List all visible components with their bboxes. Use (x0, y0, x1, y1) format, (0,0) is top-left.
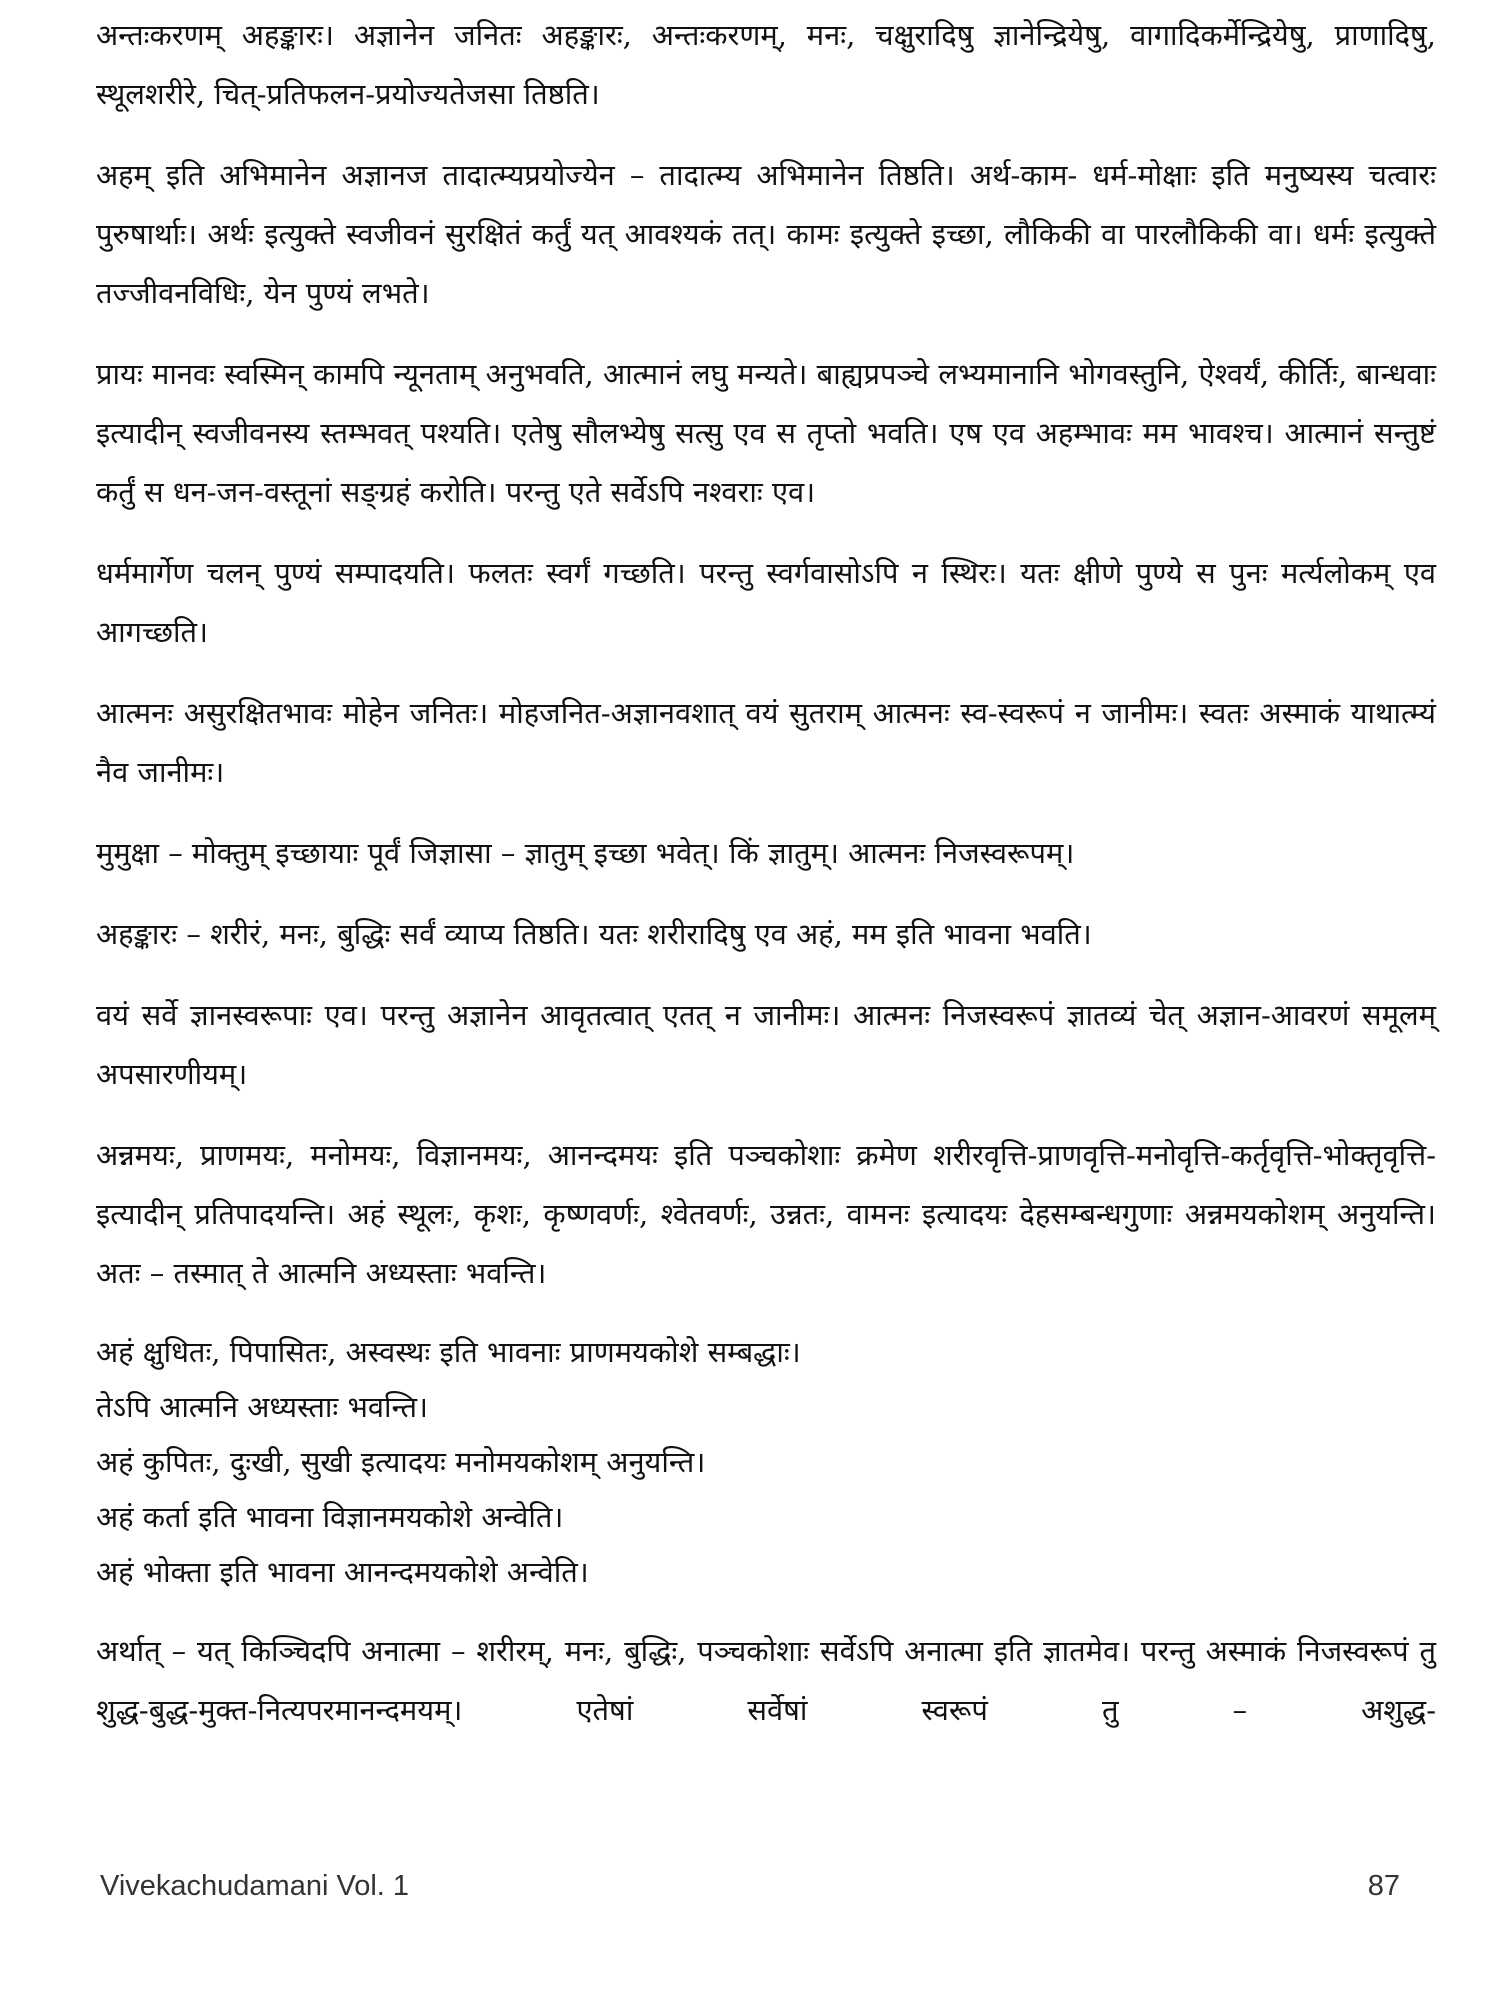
paragraph-5: आत्मनः असुरक्षितभावः मोहेन जनितः। मोहजनित-अज्ञानवशात् वयं सुतराम् आत्मनः स्व-स्वरूपं न जानीमः। स्वतः अस्माकं याथात्म्यं नैव जानीमः। (96, 696, 1436, 789)
paragraph-4: धर्ममार्गेण चलन् पुण्यं सम्पादयति। फलतः स्वर्गं गच्छति। परन्तु स्वर्गवासोऽपि न स्थिरः। यतः क्षीणे पुण्ये स पुनः मर्त्यलोकम् एव आगच्छति। (96, 556, 1436, 649)
line-5: अहं भोक्ता इति भावना आनन्दमयकोशे अन्वेति। (96, 1555, 589, 1589)
line-3: अहं कुपितः, दुःखी, सुखी इत्यादयः मनोमयकोशम् अनुयन्ति। (96, 1445, 706, 1479)
paragraph-2: अहम् इति अभिमानेन अज्ञानज तादात्म्यप्रयोज्येन – तादात्म्य अभिमानेन तिष्ठति। अर्थ-काम- धर्म-मोक्षाः इति मनुष्यस्य चत्वारः पुरुषार्थाः। अर्थः इत्युक्ते स्वजीवनं सुरक्षितं कर्तुं यत् आवश्यकं तत्। कामः इत्युक्ते इच्छा, लौकिकी वा पारलौकिकी वा। धर्मः इत्युक्ते तज्जीवनविधिः, येन पुण्यं लभते। (96, 158, 1436, 310)
paragraph-3: प्रायः मानवः स्वस्मिन् कामपि न्यूनताम् अनुभवति, आत्मानं लघु मन्यते। बाह्यप्रपञ्चे लभ्यमानानि भोगवस्तुनि, ऐश्वर्यं, कीर्तिः, बान्धवाः इत्यादीन् स्वजीवनस्य स्तम्भवत् पश्यति। एतेषु सौलभ्येषु सत्सु एव स तृप्तो भवति। एष एव अहम्भावः मम भावश्च। आत्मानं सन्तुष्टं कर्तुं स धन-जन-वस्तूनां सङ्ग्रहं करोति। परन्तु एते सर्वेऽपि नश्वराः एव। (96, 357, 1436, 509)
paragraph-8: वयं सर्वे ज्ञानस्वरूपाः एव। परन्तु अज्ञानेन आवृतत्वात् एतत् न जानीमः। आत्मनः निजस्वरूपं ज्ञातव्यं चेत् अज्ञान-आवरणं समूलम् अपसारणीयम्। (96, 998, 1436, 1091)
paragraph-7: अहङ्कारः – शरीरं, मनः, बुद्धिः सर्वं व्याप्य तिष्ठति। यतः शरीरादिषु एव अहं, मम इति भावना भवति। (96, 917, 1092, 951)
paragraph-9: अन्नमयः, प्राणमयः, मनोमयः, विज्ञानमयः, आनन्दमयः इति पञ्चकोशाः क्रमेण शरीरवृत्ति-प्राणवृत्ति-मनोवृत्ति-कर्तृवृत्ति-भोक्तृवृत्ति-इत्यादीन् प्रतिपादयन्ति। अहं स्थूलः, कृशः, कृष्णवर्णः, श्वेतवर्णः, उन्नतः, वामनः इत्यादयः देहसम्बन्धगुणाः अन्नमयकोशम् अनुयन्ति। अतः – तस्मात् ते आत्मनि अध्यस्ताः भवन्ति। (96, 1138, 1436, 1290)
paragraph-6: मुमुक्षा – मोक्तुम् इच्छायाः पूर्वं जिज्ञासा – ज्ञातुम् इच्छा भवेत्। किं ज्ञातुम्। आत्मनः निजस्वरूपम्। (96, 836, 1075, 870)
line-2: तेऽपि आत्मनि अध्यस्ताः भवन्ति। (96, 1390, 428, 1424)
page-footer (0, 1870, 1500, 1920)
body-text (96, 6, 1436, 1762)
kosha-lines (96, 1325, 1436, 1600)
paragraph-last: अर्थात् – यत् किञ्चिदपि अनात्मा – शरीरम्, मनः, बुद्धिः, पञ्चकोशाः सर्वेऽपि अनात्मा इति ज्ञातमेव। परन्तु अस्माकं निजस्वरूपं तु शुद्ध-बुद्ध-मुक्त-नित्यपरमानन्दमयम्। एतेषां सर्वेषां स्वरूपं तु – अशुद्ध- (96, 1634, 1436, 1727)
paragraph-1: अन्तःकरणम् अहङ्कारः। अज्ञानेन जनितः अहङ्कारः, अन्तःकरणम्, मनः, चक्षुरादिषु ज्ञानेन्द्रियेषु, वागादिकर्मेन्द्रियेषु, प्राणादिषु, स्थूलशरीरे, चित्-प्रतिफलन-प्रयोज्यतेजसा तिष्ठति। (96, 18, 1436, 111)
page-number: 87 (1367, 1870, 1400, 1902)
line-4: अहं कर्ता इति भावना विज्ञानमयकोशे अन्वेति। (96, 1500, 564, 1534)
line-1: अहं क्षुधितः, पिपासितः, अस्वस्थः इति भावनाः प्राणमयकोशे सम्बद्धाः। (96, 1335, 801, 1369)
footer-book-title: Vivekachudamani Vol. 1 (100, 1870, 410, 1902)
